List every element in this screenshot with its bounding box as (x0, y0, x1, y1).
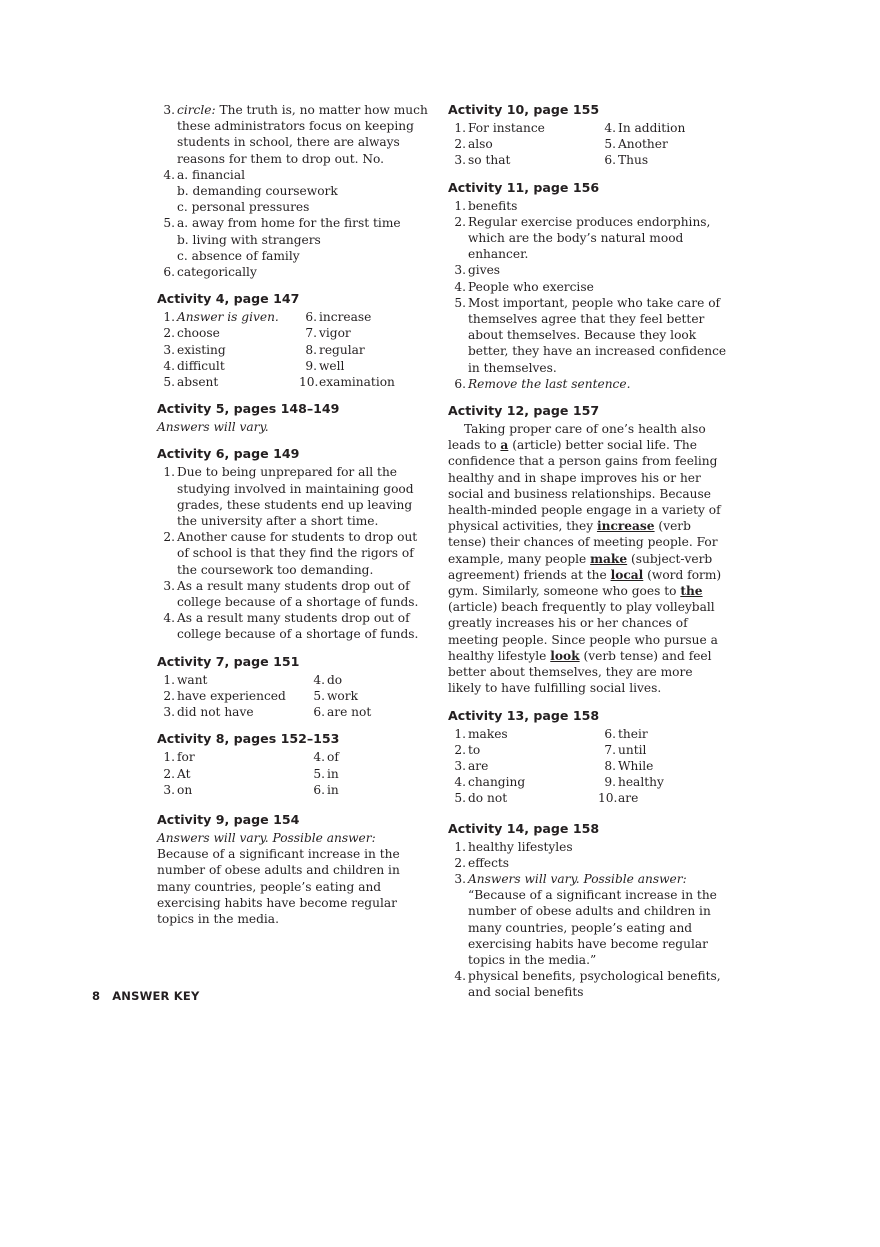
item-number: 4. (313, 750, 325, 765)
item-number: 2. (163, 766, 175, 781)
activity11-item (448, 279, 728, 295)
item-text: While (618, 758, 654, 773)
item-text: Remove the last sentence. (468, 376, 631, 391)
item-number: 10. (299, 375, 319, 390)
item-number: 3. (454, 758, 466, 773)
activity3-item-4 (157, 167, 429, 216)
item-text: makes (468, 726, 508, 741)
item-text: to (468, 742, 481, 757)
item-text: As a result many students drop out of college because of a shortage of funds. (177, 578, 419, 610)
item-number: 3. (163, 103, 175, 117)
answer-item (448, 136, 598, 152)
item-number: 4. (454, 969, 466, 984)
item-text: on (177, 782, 193, 797)
activity12-heading: Activity 12, page 157 (448, 403, 600, 419)
answers-column-2 (307, 749, 437, 798)
item-number: 4. (163, 167, 175, 182)
item-number: 6. (454, 376, 466, 391)
paragraph-text: Taking proper care of one’s health also leads to (448, 422, 706, 453)
item-text: healthy (618, 775, 664, 790)
item-number: 8. (604, 758, 616, 773)
item-text: effects (468, 855, 510, 870)
item-text: In addition (618, 121, 686, 135)
answer-item (299, 342, 429, 358)
answer-item (299, 309, 429, 325)
item-text: work (327, 688, 358, 703)
item-label: circle: (177, 103, 216, 117)
activity13-heading: Activity 13, page 158 (448, 707, 600, 723)
item-sub-b: b. living with strangers (177, 232, 321, 247)
answer-item (598, 790, 728, 806)
item-text: in (327, 782, 339, 797)
answers-column-2 (598, 120, 728, 169)
paragraph-text: (article) beach frequently to play volleyball greatly increases his or her chances of meeting people. Since people who pursue a healthy lifestyle (448, 600, 718, 663)
item-text: regular (319, 342, 365, 357)
item-number: 5. (454, 295, 466, 310)
activity3-item-3 (157, 102, 429, 167)
answer-item (448, 152, 598, 168)
paragraph-text: (subject-verb agreement) friends at the (448, 551, 713, 582)
item-text: Answer is given. (177, 310, 279, 325)
answer-item (157, 309, 299, 325)
activity14-item (448, 855, 728, 871)
item-number: 2. (454, 855, 466, 870)
page-footer (92, 988, 200, 1004)
item-number: 2. (454, 137, 466, 152)
item-lead: Answers will vary. Possible answer: (468, 871, 687, 886)
item-text: For instance (468, 121, 545, 135)
answer-item (157, 342, 299, 358)
item-number: 1. (163, 465, 175, 480)
activity11-item (448, 376, 728, 392)
item-text: Another (618, 137, 668, 152)
page-number: 8 (92, 989, 101, 1003)
answer-item (157, 325, 299, 341)
item-text: absent (177, 375, 219, 390)
activity4-answers (157, 309, 429, 390)
item-number: 1. (454, 839, 466, 854)
activity5-heading: Activity 5, pages 148–149 (157, 401, 340, 417)
item-number: 4. (604, 121, 616, 135)
answer-item (448, 758, 598, 774)
item-number: 6. (604, 726, 616, 741)
item-number: 3. (454, 263, 466, 278)
right-column (448, 102, 728, 1001)
item-text: also (468, 137, 493, 152)
item-number: 3. (163, 578, 175, 593)
item-number: 9. (604, 775, 616, 790)
answer-item (598, 774, 728, 790)
activity11-item (448, 198, 728, 214)
item-text: benefits (468, 198, 518, 213)
answer-item (307, 704, 437, 720)
item-text: have experienced (177, 688, 286, 703)
activity6-item (157, 610, 429, 642)
item-number: 1. (163, 672, 175, 687)
item-number: 2. (454, 742, 466, 757)
item-text: do not (468, 791, 508, 806)
item-text: Due to being unprepared for all the studying involved in maintaining good grades, these students end up leaving the university after a short time. (177, 465, 414, 529)
item-number: 6. (163, 265, 175, 280)
item-sub-c: c. personal pressures (177, 200, 310, 215)
activity10-heading: Activity 10, page 155 (448, 102, 600, 117)
answer-item (448, 120, 598, 136)
answers-column-2 (299, 309, 429, 390)
item-text: are not (327, 705, 372, 720)
item-text: well (319, 358, 345, 373)
answers-column-1 (157, 672, 307, 721)
activity9-paragraph (157, 830, 429, 927)
item-text: until (618, 742, 647, 757)
item-number: 5. (313, 688, 325, 703)
item-text: Another cause for students to drop out of school is that they find the rigors of the coursework too demanding. (177, 530, 418, 577)
item-number: 7. (604, 742, 616, 757)
item-number: 1. (454, 198, 466, 213)
item-number: 1. (454, 726, 466, 741)
answers-column-2 (307, 672, 437, 721)
answers-column-2 (598, 726, 728, 807)
item-number: 2. (163, 530, 175, 545)
item-number: 1. (163, 310, 175, 325)
answer-item (598, 152, 728, 168)
item-text: People who exercise (468, 279, 594, 294)
item-text: of (327, 750, 339, 765)
answer-item (299, 358, 429, 374)
answer-item (157, 672, 307, 688)
activity3-item-6 (157, 264, 429, 280)
item-text: do (327, 672, 343, 687)
activity3-item-5 (157, 215, 429, 264)
item-number: 6. (305, 310, 317, 325)
corrected-word: increase (596, 519, 655, 534)
item-number: 1. (163, 750, 175, 765)
activity6-heading: Activity 6, page 149 (157, 446, 300, 462)
answer-item (307, 672, 437, 688)
item-number: 5. (313, 766, 325, 781)
answers-column-1 (448, 120, 598, 169)
item-text: physical benefits, psychological benefits, and social benefits (468, 969, 721, 1000)
corrected-word: the (680, 584, 703, 599)
item-number: 4. (454, 775, 466, 790)
item-text: choose (177, 326, 220, 341)
item-sub-b: b. demanding coursework (177, 184, 338, 199)
activity9-text: Because of a significant increase in the number of obese adults and children in many countries, people’s eating and exercising habits have become regular topics in the media. (157, 847, 400, 926)
item-number: 3. (163, 342, 175, 357)
item-number: 6. (604, 153, 616, 168)
answer-item (157, 704, 307, 720)
answer-item (448, 742, 598, 758)
item-number: 2. (163, 688, 175, 703)
activity8-heading: Activity 8, pages 152–153 (157, 731, 340, 747)
activity11-item (448, 262, 728, 278)
answer-item (598, 758, 728, 774)
activity11-item (448, 295, 728, 376)
answer-item (157, 766, 307, 782)
activity5-text: Answers will vary. (157, 420, 269, 435)
answer-item (157, 374, 299, 390)
activity14-item (448, 871, 728, 968)
item-number: 5. (163, 216, 175, 231)
activity9-lead: Answers will vary. Possible answer: (157, 830, 376, 845)
answer-item (448, 774, 598, 790)
activity6-item (157, 464, 429, 529)
item-text: difficult (177, 358, 225, 373)
activity6-item (157, 529, 429, 578)
answer-item (307, 688, 437, 704)
item-text: examination (319, 375, 395, 390)
item-text: categorically (177, 265, 257, 280)
answer-item (157, 749, 307, 765)
activity13-answers (448, 726, 728, 807)
answers-column-1 (157, 309, 299, 390)
answer-item (448, 726, 598, 742)
activity11-item (448, 214, 728, 263)
item-text: Most important, people who take care of themselves agree that they feel better about themselves. Because they look better, they have an increased confidence in themselves. (468, 295, 727, 375)
answer-item (157, 688, 307, 704)
item-number: 5. (454, 791, 466, 806)
activity12-paragraph (448, 421, 728, 696)
answer-item (598, 742, 728, 758)
item-number: 6. (313, 705, 325, 720)
item-text: so that (468, 153, 511, 168)
item-text: changing (468, 775, 526, 790)
item-number: 1. (454, 121, 466, 135)
paragraph-text: (word form) gym. Similarly, someone who goes to (448, 567, 722, 599)
activity6-item (157, 578, 429, 610)
item-text: for (177, 750, 195, 765)
activity4-heading: Activity 4, page 147 (157, 291, 300, 307)
item-number: 10. (598, 791, 618, 806)
activity10-answers (448, 120, 728, 169)
item-text: increase (319, 310, 372, 325)
item-text: did not have (177, 705, 254, 720)
item-text: are (468, 758, 489, 773)
corrected-word: make (590, 551, 628, 566)
corrected-word: local (610, 567, 644, 582)
paragraph-text: (verb tense) their chances of meeting people. For example, many people (448, 519, 718, 566)
answers-column-1 (448, 726, 598, 807)
item-text: existing (177, 342, 226, 357)
answer-item (157, 782, 307, 798)
corrected-word: a (500, 438, 509, 453)
footer-label: ANSWER KEY (112, 989, 200, 1003)
activity8-answers (157, 749, 429, 798)
item-text: Thus (618, 153, 649, 168)
item-text: Regular exercise produces endorphins, which are the body’s natural mood enhancer. (468, 214, 711, 262)
item-text: are (618, 791, 639, 806)
item-number: 3. (163, 782, 175, 797)
item-number: 5. (604, 137, 616, 152)
item-text: At (177, 766, 191, 781)
item-number: 5. (163, 375, 175, 390)
answer-item (307, 749, 437, 765)
paragraph-text: (verb tense) and feel better about themselves, they are more likely to have fulfilling social lives. (448, 648, 712, 696)
activity14-item (448, 839, 728, 855)
item-text: healthy lifestyles (468, 839, 573, 854)
item-sub-a: a. financial (177, 167, 245, 182)
item-text: As a result many students drop out of college because of a shortage of funds. (177, 611, 419, 642)
item-number: 6. (313, 782, 325, 797)
item-sub-c: c. absence of family (177, 248, 300, 263)
item-text: The truth is, no matter how much these administrators focus on keeping students in school, there are always reasons for them to drop out. No. (177, 103, 428, 166)
item-number: 4. (454, 279, 466, 294)
item-number: 3. (454, 153, 466, 168)
item-number: 2. (163, 326, 175, 341)
item-number: 3. (163, 705, 175, 720)
answer-item (299, 374, 429, 390)
left-column (157, 102, 429, 927)
activity14-item (448, 968, 728, 1000)
item-number: 4. (163, 358, 175, 373)
item-text: want (177, 672, 208, 687)
paragraph-text: (article) better social life. The confidence that a person gains from feeling healthy and in shape improves his or her social and business relationships. Because health-minded people engage in a variety of physical activities, they (448, 438, 721, 534)
activity11-heading: Activity 11, page 156 (448, 179, 600, 195)
item-text: vigor (319, 326, 351, 341)
answer-item (157, 358, 299, 374)
item-number: 4. (163, 611, 175, 626)
answer-item (307, 782, 437, 798)
activity9-heading: Activity 9, page 154 (157, 811, 300, 827)
item-number: 4. (313, 672, 325, 687)
item-number: 2. (454, 214, 466, 229)
item-number: 8. (305, 342, 317, 357)
answers-column-1 (157, 749, 307, 798)
item-number: 9. (305, 358, 317, 373)
item-sub-a: a. away from home for the first time (177, 216, 401, 231)
item-text: gives (468, 263, 501, 278)
answer-item (307, 766, 437, 782)
answer-item (598, 136, 728, 152)
item-text: in (327, 766, 339, 781)
answer-item (448, 790, 598, 806)
item-text: their (618, 726, 648, 741)
answer-item (598, 120, 728, 136)
corrected-word: look (550, 648, 580, 663)
activity7-answers (157, 672, 429, 721)
answer-item (299, 325, 429, 341)
answer-item (598, 726, 728, 742)
item-number: 3. (454, 871, 466, 886)
item-number: 7. (305, 326, 317, 341)
item-text: “Because of a significant increase in the number of obese adults and children in many countries, people’s eating and exercising habits have become regular topics in the media.” (468, 888, 717, 967)
activity7-heading: Activity 7, page 151 (157, 653, 300, 669)
activity14-heading: Activity 14, page 158 (448, 820, 600, 836)
